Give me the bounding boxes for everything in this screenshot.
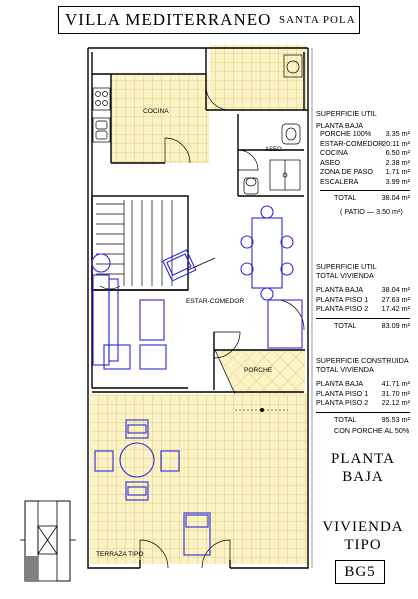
room-label-living: ESTAR-COMEDOR bbox=[186, 298, 245, 305]
room-label-porch: PORCHE bbox=[244, 367, 273, 374]
table-row: PLANTA PISO 1 31.70 m² bbox=[316, 388, 410, 398]
bath-fixtures bbox=[244, 124, 300, 194]
project-location: SANTA POLA bbox=[279, 14, 356, 26]
table-row: PLANTA BAJA 41.71 m² bbox=[316, 379, 410, 388]
table-row: ASEO 2.38 m² bbox=[320, 157, 410, 167]
project-title: VILLA MEDITERRANEO bbox=[65, 10, 272, 29]
table-total-row: TOTAL 83.09 m² bbox=[316, 318, 410, 331]
dwelling-label-line1: VIVIENDA bbox=[322, 519, 404, 535]
floor-label-line2: BAJA bbox=[342, 469, 384, 485]
table-total-row: TOTAL 95.53 m² bbox=[316, 412, 410, 425]
key-plan-icon bbox=[20, 501, 76, 581]
table-row: PORCHE 100% 3.35 m² bbox=[320, 129, 410, 138]
built-note: CON PORCHE AL 50% bbox=[334, 426, 410, 435]
room-label-terrace: TERRAZA TIPO bbox=[96, 551, 144, 558]
useful-ground-table bbox=[320, 129, 410, 202]
table-row: PLANTA PISO 2 22.12 m² bbox=[316, 398, 410, 408]
useful-total-table bbox=[316, 285, 410, 330]
built-heading-1: SUPERFICIE CONSTRUIDA bbox=[316, 356, 409, 365]
room-label-bath: ASEO bbox=[265, 147, 282, 153]
useful-ground-heading-2: PLANTA BAJA bbox=[316, 121, 364, 130]
floor-label-line1: PLANTA bbox=[331, 451, 395, 467]
table-row: ESTAR-COMEDOR 20.11 m² bbox=[320, 138, 410, 148]
built-heading-2: TOTAL VIVIENDA bbox=[316, 365, 374, 374]
useful-total-heading-2: TOTAL VIVIENDA bbox=[316, 271, 374, 280]
table-total-row: TOTAL 38.04 m² bbox=[320, 190, 410, 203]
patio-note: ( PATIO — 3.50 m²) bbox=[340, 207, 403, 216]
room-label-kitchen: COCINA bbox=[143, 108, 169, 115]
title-banner bbox=[58, 6, 360, 34]
dwelling-label-line2: TIPO bbox=[344, 537, 382, 553]
useful-ground-heading-1: SUPERFICIE UTIL bbox=[316, 109, 377, 118]
table-row: ZONA DE PASO 1.71 m² bbox=[320, 167, 410, 177]
table-row: PLANTA PISO 1 27.63 m² bbox=[316, 294, 410, 304]
table-row: PLANTA BAJA 38.04 m² bbox=[316, 285, 410, 294]
built-table bbox=[316, 379, 410, 424]
table-row: COCINA 6.50 m² bbox=[320, 148, 410, 158]
staircase bbox=[96, 200, 172, 289]
table-row: ESCALERA 3.99 m² bbox=[320, 176, 410, 186]
useful-total-heading-1: SUPERFICIE UTIL bbox=[316, 262, 377, 271]
table-row: PLANTA PISO 2 17.42 m² bbox=[316, 304, 410, 314]
plan-code-badge: BG5 bbox=[335, 560, 385, 584]
